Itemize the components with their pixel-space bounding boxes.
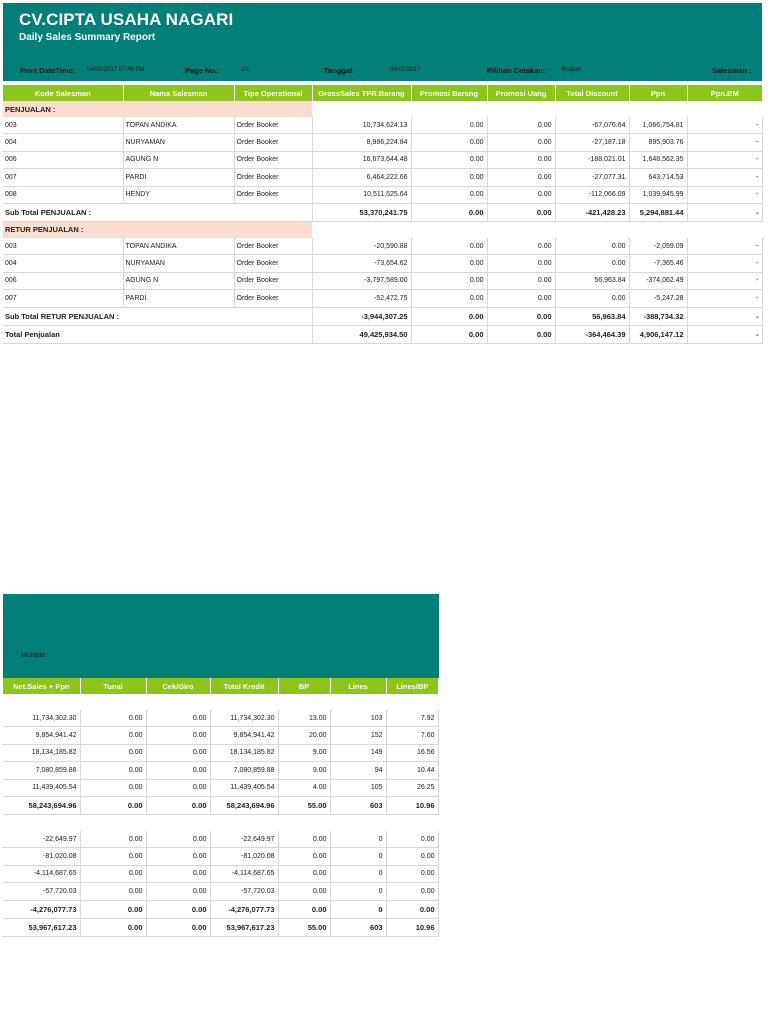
total-discount-cell: 0.00 [555,290,629,307]
cek-giro-cell: 0.00 [146,900,210,918]
total-kredit-cell: -22,649.97 [210,831,278,848]
ppn-bm-cell: - [687,255,762,272]
promosi-barang-cell: 0.00 [411,151,487,168]
net-sales-ppn-cell: -22,649.97 [3,831,80,848]
total-payment-row [3,918,438,936]
lines-per-bp-cell: 26.25 [386,779,438,796]
tipe-operational-cell: Order Booker [234,169,312,186]
cek-giro-cell: 0.00 [146,710,210,727]
page-no-value: 1/1 [241,67,250,73]
tunai-cell: 0.00 [80,918,146,936]
lines-cell: 94 [330,762,386,779]
tipe-operational-cell: Order Booker [234,290,312,307]
total-kredit-cell: 9,854,941.42 [210,727,278,744]
promosi-barang-cell: 0.00 [411,134,487,151]
bp-cell: 20.00 [278,727,330,744]
company-name: CV.CIPTA USAHA NAGARI [19,10,234,29]
nama-salesman-cell: PARDI [123,290,234,307]
retur-row [3,272,762,289]
lines-per-bp-cell: 0.00 [386,831,438,848]
bp-cell: 4.00 [278,779,330,796]
cek-giro-cell: 0.00 [146,762,210,779]
tipe-operational-cell: Order Booker [234,117,312,134]
tipe-operational-cell: Order Booker [234,238,312,255]
penjualan-row [3,134,762,151]
promosi-uang-cell: 0.00 [487,238,555,255]
kode-salesman-cell: 003 [3,117,123,134]
col-tunai: Tunai [80,678,146,694]
net-sales-ppn-cell: 7,080,859.88 [3,762,80,779]
lines-cell: 0 [330,865,386,882]
gross-sales-cell: 10,734,624.13 [312,117,411,134]
tipe-operational-cell: Order Booker [234,255,312,272]
lines-cell: 149 [330,744,386,761]
report-header [3,3,762,81]
retur-row [3,238,762,255]
nama-salesman-cell: HENDY [123,186,234,203]
total-discount-total-cell: -421,428.23 [555,203,629,221]
salesman-multiple-value: Multiple [21,652,46,659]
lines-cell: 0 [330,831,386,848]
cek-giro-cell: 0.00 [146,727,210,744]
total-kredit-cell: -4,114,687.65 [210,865,278,882]
gross-sales-cell: 6,464,222.66 [312,169,411,186]
lines-per-bp-cell: 10.96 [386,918,438,936]
penjualan-section-label: PENJUALAN : [3,101,312,117]
cek-giro-cell: 0.00 [146,918,210,936]
promosi-uang-total-cell: 0.00 [487,307,555,325]
nama-salesman-cell: TOPAN ANDIKA [123,238,234,255]
col-cek-giro: Cek/Giro [146,678,210,694]
col-tipe-operational: Tipe Operational [234,85,312,101]
total-discount-cell: -188,021.01 [555,151,629,168]
penjualan-payment-row [3,727,438,744]
nama-salesman-cell: PARDI [123,169,234,186]
promosi-barang-cell: 0.00 [411,255,487,272]
col-lines: Lines [330,678,386,694]
total-kredit-cell: -57,720.03 [210,883,278,900]
col-ppn: Ppn [629,85,687,101]
penjualan-payment-row [3,744,438,761]
penjualan-section-row [3,101,762,117]
bp-cell: 9.00 [278,744,330,761]
tipe-operational-cell: Order Booker [234,134,312,151]
tunai-cell: 0.00 [80,779,146,796]
promosi-barang-cell: 0.00 [411,290,487,307]
tunai-cell: 0.00 [80,865,146,882]
penjualan-row [3,117,762,134]
lines-per-bp-cell: 0.00 [386,848,438,865]
gross-sales-total-cell: 49,425,934.50 [312,325,411,343]
penjualan-row [3,186,762,203]
lines-per-bp-cell: 10.96 [386,796,438,814]
gross-sales-total-cell: 53,370,241.75 [312,203,411,221]
tipe-operational-cell: Order Booker [234,272,312,289]
ppn-cell: -374,062.49 [629,272,687,289]
bp-cell: 0.00 [278,831,330,848]
ppn-bm-cell: - [687,290,762,307]
table1-header-row [3,85,762,101]
promosi-barang-cell: 0.00 [411,117,487,134]
kode-salesman-cell: 004 [3,134,123,151]
kode-salesman-cell: 008 [3,186,123,203]
gross-sales-cell: -3,797,589.00 [312,272,411,289]
subtotal-retur-row-label: Sub Total RETUR PENJUALAN : [3,307,312,325]
bp-cell: 0.00 [278,883,330,900]
net-sales-ppn-cell: 11,439,405.54 [3,779,80,796]
cek-giro-cell: 0.00 [146,779,210,796]
promosi-barang-total-cell: 0.00 [411,307,487,325]
subtotal-penjualan-row [3,203,762,221]
ppn-cell: 1,648,562.35 [629,151,687,168]
net-sales-ppn-cell: 9,854,941.42 [3,727,80,744]
ppn-bm-cell: - [687,151,762,168]
print-datetime-value: 04/01/2017 07:46 PM [87,67,145,73]
promosi-uang-total-cell: 0.00 [487,325,555,343]
gross-sales-cell: 10,511,525.64 [312,186,411,203]
sales-summary-table [3,85,763,344]
promosi-barang-cell: 0.00 [411,169,487,186]
net-sales-ppn-cell: 18,134,185.82 [3,744,80,761]
tunai-cell: 0.00 [80,831,146,848]
ppn-bm-cell: - [687,117,762,134]
bp-cell: 55.00 [278,796,330,814]
ppn-cell: 895,903.76 [629,134,687,151]
retur-section-row-label: RETUR PENJUALAN : [3,221,312,238]
pilihan-cetakan-label: Pilihan Cetakan: [487,66,546,75]
retur-section-row [3,221,762,238]
gross-sales-cell: -20,590.88 [312,238,411,255]
ppn-cell: 1,039,945.99 [629,186,687,203]
total-discount-cell: -27,187.18 [555,134,629,151]
ppn-cell: 643,714.53 [629,169,687,186]
gross-sales-cell: -52,472.75 [312,290,411,307]
kode-salesman-cell: 007 [3,169,123,186]
total-discount-total-cell: -364,464.39 [555,325,629,343]
ppn-total-cell: 4,906,147.12 [629,325,687,343]
ppn-total-cell: 5,294,881.44 [629,203,687,221]
nama-salesman-cell: AGUNG N [123,151,234,168]
ppn-cell: -2,059.09 [629,238,687,255]
report-title: Daily Sales Summary Report [19,32,156,43]
col-total-discount: Total Discount [555,85,629,101]
col-promosi-uang: Promosi Uang [487,85,555,101]
tunai-cell: 0.00 [80,762,146,779]
promosi-barang-cell: 0.00 [411,186,487,203]
tanggal-value: 04/01/2017 [390,67,421,73]
promosi-barang-total-cell: 0.00 [411,203,487,221]
net-sales-ppn-cell: 11,734,302.30 [3,710,80,727]
promosi-barang-cell: 0.00 [411,238,487,255]
col-kode-salesman: Kode Salesman [3,85,123,101]
promosi-barang-total-cell: 0.00 [411,325,487,343]
total-discount-cell: -112,066.09 [555,186,629,203]
kode-salesman-cell: 006 [3,151,123,168]
ppn-cell: -7,365.46 [629,255,687,272]
total-kredit-cell: 11,439,405.54 [210,779,278,796]
bp-cell: 0.00 [278,865,330,882]
promosi-uang-cell: 0.00 [487,151,555,168]
nama-salesman-cell: NURYAMAN [123,255,234,272]
total-penjualan-row-label: Total Penjualan [3,325,312,343]
total-discount-cell: 0.00 [555,238,629,255]
net-sales-ppn-cell: -4,114,687.65 [3,865,80,882]
col-gross-sales: GrossSales TPR.Barang [312,85,411,101]
col-ppn-bm: Ppn.BM [687,85,762,101]
tunai-cell: 0.00 [80,883,146,900]
subtotal-penjualan-row-label: Sub Total PENJUALAN : [3,203,312,221]
net-sales-ppn-cell: -57,720.03 [3,883,80,900]
gross-sales-cell: 8,986,224.84 [312,134,411,151]
lines-per-bp-cell: 16.56 [386,744,438,761]
ppn-bm-cell: - [687,238,762,255]
nama-salesman-cell: TOPAN ANDIKA [123,117,234,134]
tunai-cell: 0.00 [80,796,146,814]
total-kredit-cell: -81,020.08 [210,848,278,865]
tipe-operational-cell: Order Booker [234,186,312,203]
promosi-uang-cell: 0.00 [487,134,555,151]
total-discount-cell: -27,077.31 [555,169,629,186]
col-nama-salesman: Nama Salesman [123,85,234,101]
lines-per-bp-cell: 7.92 [386,710,438,727]
penjualan-row [3,151,762,168]
promosi-uang-cell: 0.00 [487,272,555,289]
lines-cell: 103 [330,710,386,727]
bp-cell: 0.00 [278,900,330,918]
page2-header [3,594,439,678]
lines-cell: 603 [330,918,386,936]
cek-giro-cell: 0.00 [146,883,210,900]
total-discount-total-cell: 56,963.84 [555,307,629,325]
subtotal-penjualan-payment-row [3,796,438,814]
subtotal-retur-row [3,307,762,325]
kode-salesman-cell: 006 [3,272,123,289]
penjualan-payment-row [3,779,438,796]
penjualan-payment-row [3,710,438,727]
lines-per-bp-cell: 10.44 [386,762,438,779]
lines-per-bp-cell: 7.60 [386,727,438,744]
cek-giro-cell: 0.00 [146,744,210,761]
nama-salesman-cell: NURYAMAN [123,134,234,151]
col-promosi-barang: Promosi Barang [411,85,487,101]
retur-payment-row [3,831,438,848]
retur-payment-row [3,848,438,865]
net-sales-ppn-cell: -81,020.08 [3,848,80,865]
salesman-label: Salesman : [712,66,752,75]
table2-header-row [3,678,438,694]
total-kredit-cell: 7,080,859.88 [210,762,278,779]
col-total-kredit: Total Kredit [210,678,278,694]
total-discount-cell: -67,076.64 [555,117,629,134]
ppn-bm-cell: - [687,272,762,289]
kode-salesman-cell: 007 [3,290,123,307]
tunai-cell: 0.00 [80,744,146,761]
col-net-sales-ppn: Net.Sales + Ppn [3,678,80,694]
tunai-cell: 0.00 [80,727,146,744]
lines-per-bp-cell: 0.00 [386,883,438,900]
ppn-cell: 1,066,754.81 [629,117,687,134]
col-bp: BP [278,678,330,694]
bp-cell: 13.00 [278,710,330,727]
promosi-barang-cell: 0.00 [411,272,487,289]
net-sales-ppn-cell: -4,276,077.73 [3,900,80,918]
gross-sales-cell: 16,673,644.48 [312,151,411,168]
ppn-bm-total-cell: - [687,325,762,343]
bp-cell: 9.00 [278,762,330,779]
promosi-uang-cell: 0.00 [487,117,555,134]
promosi-uang-total-cell: 0.00 [487,203,555,221]
print-datetime-label: Print DateTime: [20,66,76,75]
retur-payment-row [3,865,438,882]
page-no-label: Page No.: [185,66,220,75]
total-discount-cell: 0.00 [555,255,629,272]
lines-cell: 603 [330,796,386,814]
lines-per-bp-cell: 0.00 [386,900,438,918]
nama-salesman-cell: AGUNG N [123,272,234,289]
col-lines-per-bp: Lines/BP [386,678,438,694]
total-kredit-cell: -4,276,077.73 [210,900,278,918]
total-kredit-cell: 11,734,302.30 [210,710,278,727]
total-kredit-cell: 18,134,185.82 [210,744,278,761]
tunai-cell: 0.00 [80,900,146,918]
cek-giro-cell: 0.00 [146,831,210,848]
total-discount-cell: 56,963.84 [555,272,629,289]
tunai-cell: 0.00 [80,710,146,727]
ppn-cell: -5,247.28 [629,290,687,307]
pilihan-cetakan-value: Rupiah [562,67,582,73]
net-sales-ppn-cell: 53,967,617.23 [3,918,80,936]
promosi-uang-cell: 0.00 [487,169,555,186]
cek-giro-cell: 0.00 [146,848,210,865]
promosi-uang-cell: 0.00 [487,186,555,203]
ppn-bm-cell: - [687,134,762,151]
kode-salesman-cell: 004 [3,255,123,272]
tipe-operational-cell: Order Booker [234,151,312,168]
ppn-bm-total-cell: - [687,307,762,325]
lines-cell: 0 [330,900,386,918]
penjualan-row [3,169,762,186]
net-sales-ppn-cell: 58,243,694.96 [3,796,80,814]
total-penjualan-row [3,325,762,343]
lines-cell: 105 [330,779,386,796]
total-kredit-cell: 53,967,617.23 [210,918,278,936]
retur-row [3,255,762,272]
penjualan-payment-row [3,762,438,779]
lines-cell: 0 [330,848,386,865]
lines-cell: 152 [330,727,386,744]
cek-giro-cell: 0.00 [146,796,210,814]
lines-cell: 0 [330,883,386,900]
bp-cell: 0.00 [278,848,330,865]
kode-salesman-cell: 003 [3,238,123,255]
promosi-uang-cell: 0.00 [487,290,555,307]
retur-payment-row [3,883,438,900]
bp-cell: 55.00 [278,918,330,936]
subtotal-retur-payment-row [3,900,438,918]
lines-per-bp-cell: 0.00 [386,865,438,882]
gross-sales-total-cell: -3,944,307.25 [312,307,411,325]
ppn-bm-total-cell: - [687,203,762,221]
retur-row [3,290,762,307]
ppn-bm-cell: - [687,186,762,203]
gross-sales-cell: -73,654.62 [312,255,411,272]
tunai-cell: 0.00 [80,848,146,865]
total-kredit-cell: 58,243,694.96 [210,796,278,814]
cek-giro-cell: 0.00 [146,865,210,882]
payment-summary-table [3,678,439,937]
ppn-total-cell: -388,734.32 [629,307,687,325]
promosi-uang-cell: 0.00 [487,255,555,272]
tanggal-label: Tanggal: [324,66,355,75]
ppn-bm-cell: - [687,169,762,186]
